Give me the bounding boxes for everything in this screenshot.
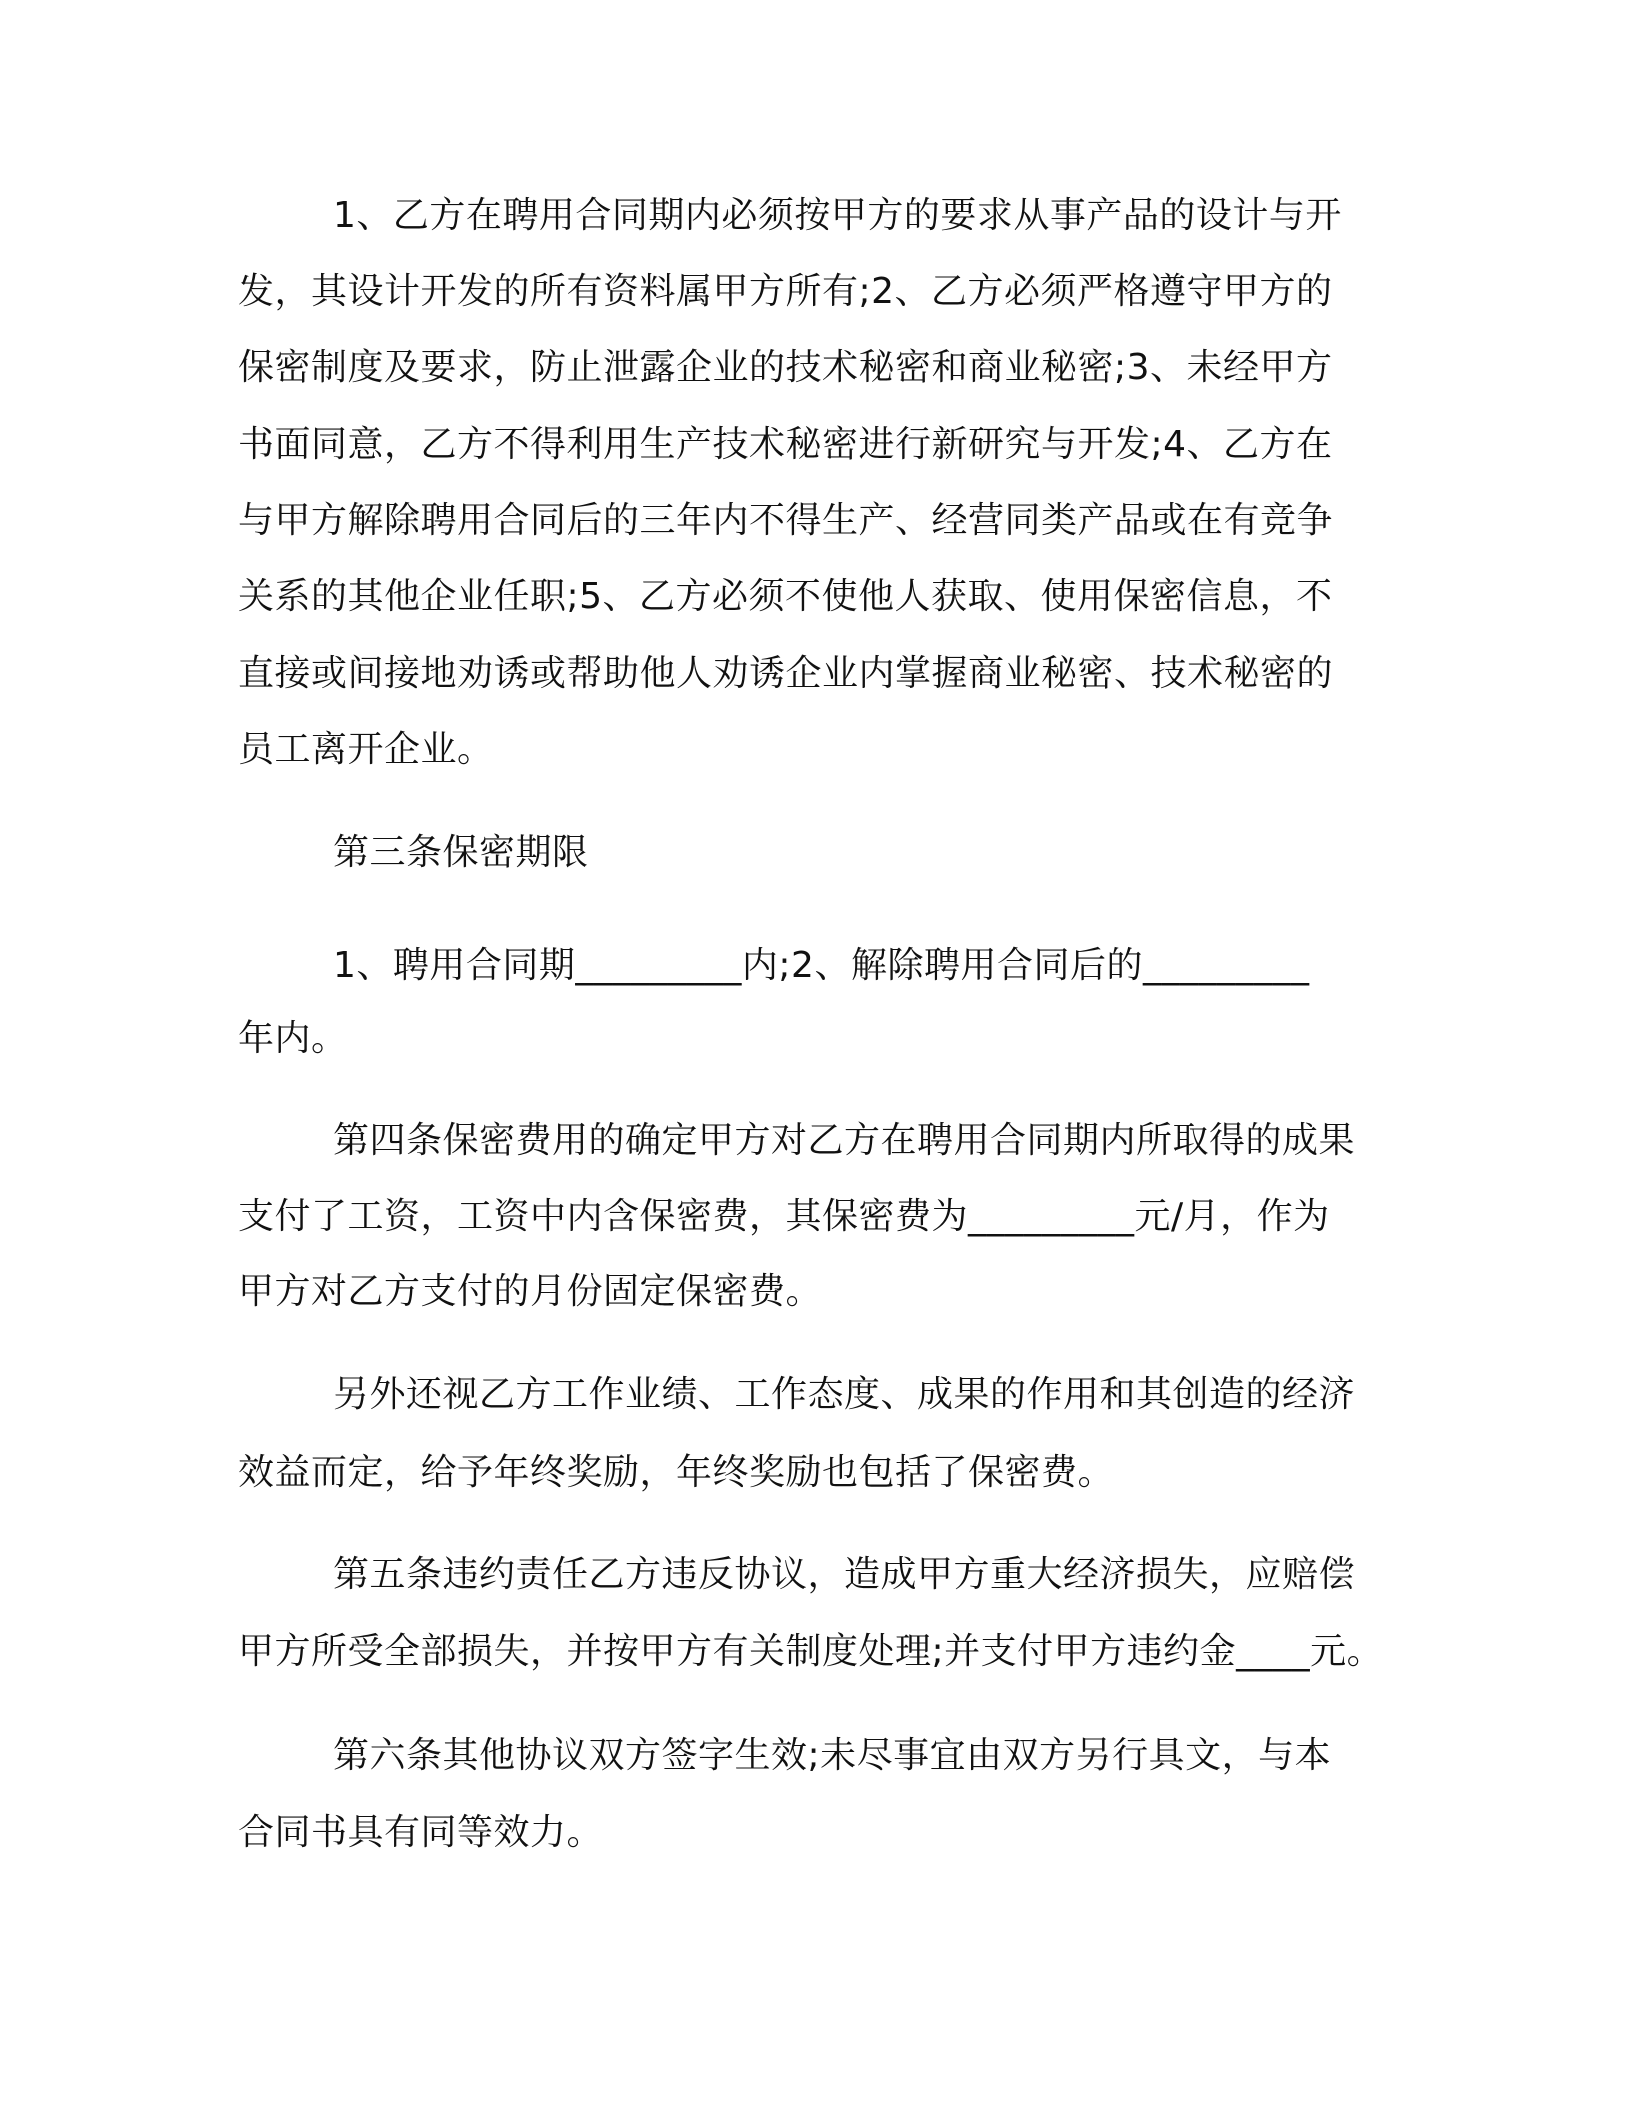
- text-line: 第四条保密费用的确定甲方对乙方在聘用合同期内所取得的成果: [333, 1120, 1356, 1161]
- text-line: 合同书具有同等效力。: [238, 1812, 604, 1853]
- text-line: 另外还视乙方工作业绩、工作态度、成果的作用和其创造的经济: [333, 1374, 1356, 1415]
- text-line: 保密制度及要求，防止泄露企业的技术秘密和商业秘密;3、未经甲方: [238, 347, 1333, 388]
- text-line: 第五条违约责任乙方违反协议，造成甲方重大经济损失，应赔偿: [333, 1554, 1356, 1595]
- text-line: 发，其设计开发的所有资料属甲方所有;2、乙方必须严格遵守甲方的: [238, 271, 1333, 312]
- text-line: 年内。: [238, 1018, 348, 1059]
- text-line: 第六条其他协议双方签字生效;未尽事宜由双方另行具文，与本: [333, 1735, 1332, 1776]
- text-line: 与甲方解除聘用合同后的三年内不得生产、经营同类产品或在有竞争: [238, 500, 1334, 541]
- text-line: 甲方所受全部损失，并按甲方有关制度处理;并支付甲方违约金____元。: [238, 1631, 1384, 1672]
- text-line: 书面同意，乙方不得利用生产技术秘密进行新研究与开发;4、乙方在: [238, 424, 1333, 465]
- text-line: 员工离开企业。: [238, 729, 494, 770]
- text-line: 1、聘用合同期_________内;2、解除聘用合同后的_________: [333, 945, 1310, 986]
- text-line: 1、乙方在聘用合同期内必须按甲方的要求从事产品的设计与开: [333, 195, 1342, 236]
- text-line: 甲方对乙方支付的月份固定保密费。: [238, 1271, 823, 1312]
- section-heading: 第三条保密期限: [333, 832, 589, 873]
- text-line: 直接或间接地劝诱或帮助他人劝诱企业内掌握商业秘密、技术秘密的: [238, 653, 1334, 694]
- text-line: 支付了工资，工资中内含保密费，其保密费为_________元/月，作为: [238, 1196, 1330, 1237]
- text-line: 效益而定，给予年终奖励，年终奖励也包括了保密费。: [238, 1452, 1115, 1493]
- text-line: 关系的其他企业任职;5、乙方必须不使他人获取、使用保密信息，不: [238, 576, 1333, 617]
